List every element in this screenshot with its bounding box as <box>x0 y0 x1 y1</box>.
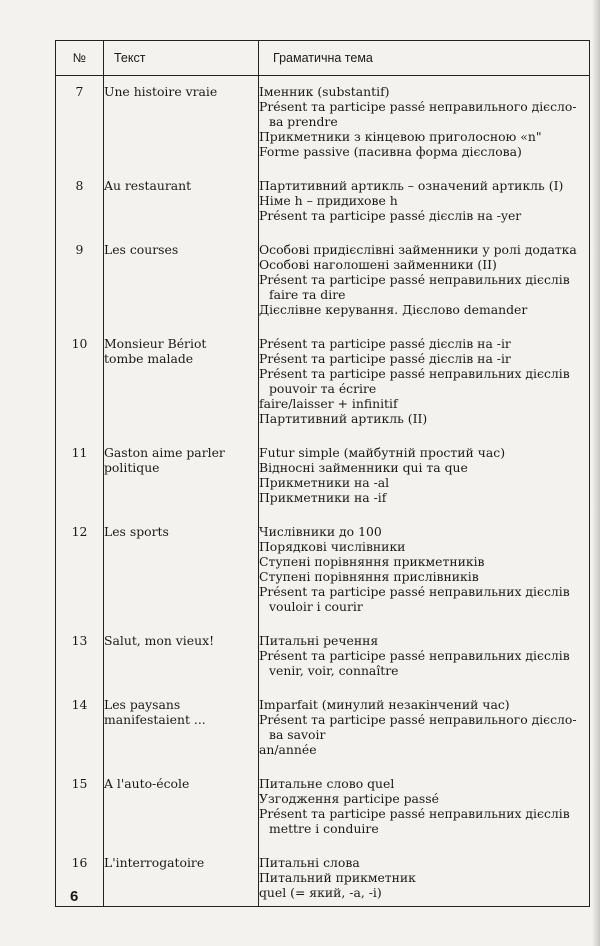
table-row <box>56 76 590 171</box>
row-topics: Партитивний артикль – означений артикль (І) Німе h – придихове h Présent та participe passé дієслів на -yer <box>259 170 590 234</box>
row-text-title: Les sports <box>104 516 259 625</box>
row-text-title: L'interrogatoire <box>104 847 259 907</box>
row-text-title: Au restaurant <box>104 170 259 234</box>
table-row <box>56 170 590 234</box>
row-topics: Présent та participe passé дієслів на -ir Présent та participe passé дієслів на -ir Présent та participe passé неправильних дієслів pouvoir та écrire faire/laisser + infinitif Партитивний артикль (ІІ) <box>259 328 590 437</box>
row-number: 16 <box>56 847 104 907</box>
row-number: 12 <box>56 516 104 625</box>
table-row <box>56 234 590 328</box>
row-text-title: Monsieur Bériot tombe malade <box>104 328 259 437</box>
page-number: 6 <box>70 888 79 905</box>
row-number: 8 <box>56 170 104 234</box>
row-topics: Іменник (substantif) Présent та participe passé неправильного дієсло- ва prendre Прикметники з кінцевою приголосною «n" Forme passive (пасивна форма дієслова) <box>259 76 590 171</box>
grammar-topics-table <box>55 40 590 907</box>
row-number: 11 <box>56 437 104 516</box>
row-number: 15 <box>56 768 104 847</box>
row-topics: Питальні речення Présent та participe passé неправильних дієслів venir, voir, connaître <box>259 625 590 689</box>
row-text-title: Les paysans manifestaient ... <box>104 689 259 768</box>
page-edge-shadow <box>592 0 600 946</box>
row-text-title: A l'auto-école <box>104 768 259 847</box>
table-row <box>56 328 590 437</box>
table-row <box>56 437 590 516</box>
row-topics: Imparfait (минулий незакінчений час) Présent та participe passé неправильного дієсло- ва savoir an/année <box>259 689 590 768</box>
row-number: 7 <box>56 76 104 171</box>
header-number: № <box>56 41 104 76</box>
table-row <box>56 847 590 907</box>
row-number: 9 <box>56 234 104 328</box>
header-grammar-topic: Граматична тема <box>259 41 590 76</box>
row-topics: Питальні слова Питальний прикметник quel (= який, -а, -і) <box>259 847 590 907</box>
row-topics: Питальне слово quel Узгодження participe passé Présent та participe passé неправильних дієслів mettre і conduire <box>259 768 590 847</box>
table-row <box>56 516 590 625</box>
row-text-title: Une histoire vraie <box>104 76 259 171</box>
table-row <box>56 625 590 689</box>
row-topics: Числівники до 100 Порядкові числівники Ступені порівняння прикметників Ступені порівняння прислівників Présent та participe passé неправильних дієслів vouloir і courir <box>259 516 590 625</box>
row-number: 10 <box>56 328 104 437</box>
table-header-row <box>56 41 590 76</box>
table-row <box>56 768 590 847</box>
row-topics: Особові придієслівні займенники у ролі додатка Особові наголошені займенники (ІІ) Présent та participe passé неправильних дієслів faire та dire Дієслівне керування. Дієслово demander <box>259 234 590 328</box>
header-text: Текст <box>104 41 259 76</box>
row-text-title: Salut, mon vieux! <box>104 625 259 689</box>
row-text-title: Gaston aime parler politique <box>104 437 259 516</box>
row-number: 14 <box>56 689 104 768</box>
table-row <box>56 689 590 768</box>
row-text-title: Les courses <box>104 234 259 328</box>
row-topics: Futur simple (майбутній простий час) Відносні займенники qui та que Прикметники на -al Прикметники на -if <box>259 437 590 516</box>
row-number: 13 <box>56 625 104 689</box>
